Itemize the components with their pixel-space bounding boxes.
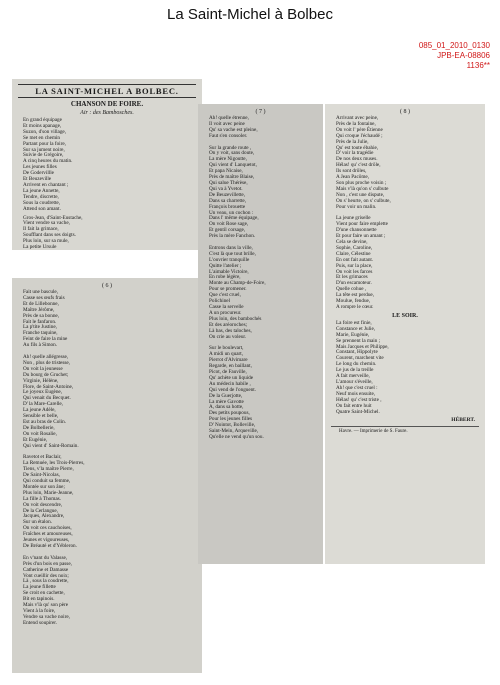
catalog-ref-line: 085_01_2010_0130 (418, 41, 490, 50)
catalog-reference (419, 41, 490, 71)
catalog-ref-line: JPB-EA-08806 (437, 51, 490, 60)
page-number: ( 6 ) (102, 283, 112, 289)
catalog-ref-line: 1136** (466, 61, 490, 70)
page-title: La Saint-Michel à Bolbec (167, 6, 333, 23)
verse-block: Fait une bascule, Casse ses œufs frais Et de Lillebonne, Maître Jérôme, Près de sa bonne, Fait le fanfaron. La p'tite Justine, Franche taquine, Feint de faire la mine Au fils à Simon. Ah! quelle allégresse, Non , plus de tristesse, On voit la jeunesse Du bourg de Gruchet; Virginie, Hélène, Flore, de Saint-Antoine, Le joyeux Eugène, Qui venait du Becquet. D' la Mare-Carelle, La jeune Adèle, Sensible et belle, Est au bras de Colin. De Bolbellerie, On voit Rosalie, Et Eugénie, Qui vient d' Saint-Romain. Ravetot et Baclair, La Remuée, les Trois-Pierres, Tiens, v'la maître Pierre, De Saint-Nicolas, Qui conduit sa femme, Montée sur son âne; Plus loin, Marie-Jeanne, La fille à Thomas. On voit descendre, De la Cerlangue, Jacques, Alexandre, Sur un étalon. On voit ces cauchoises, Fraîches et amoureuses, Jeunes et vigoureuses, De Bréauté et d'Yébleron. En v'nant du Valasse, Près d'un bois en passe, Catherine et Damasse Vont cueillir des noix; Là , sous la coudrette, La jeune fillette Se croit en cachette, Bit en tapinois. Mais v'là qu' son père Vient à la foire, Vendre sa vache noire, Entend soupirer. (23, 289, 85, 626)
song-sheet-page-5 (12, 79, 202, 250)
air-indication: Air : des Bambosches. (80, 110, 134, 116)
verse-block: La foire est finie, Constance et Julie, Marie, Eugénie, Se prennent la main ; Mais Jacques et Philippe, Constant, Hippolyte Courent, marchent vite Le long du chemin. Le jus de la treille A fait merveille, L'amour s'éveille, Ah! que c'est cruel : Neuf mois ensuite, Hélas! qu' c'est triste , On fait entre huit Quatre Saint-Michel. (336, 319, 389, 415)
verse-block: Arrivant avec peine, Près de la fontaine, On voit l' père Étienne Qui croque l'échaudé ; Près de la Julie, Qu' est toute ébahie, D' voir la tragédie De nos deux muses. Hélas! qu' c'est drôle, Ils sont drôles, A Jean Pacôme, Son plus proche voisin ; Mais v'là qu'on s' culbute Non , c'est une dispute, On s' heurte, on s' culbute, Pour voir un malin. La jeune griselle Vient pour faire emplette D'une chansonnette Et pour faire un amant ; Cela se devine, Sophie, Caroline, Claire, Célestine En ont fait autant. Puis, sur la place, On voit les farces Et les grimaces D'un escamoteur. Quelle cohue , La tête est perdue, Moulue, fendue, A rompre le cœur. (336, 115, 391, 310)
verse-block: Ah! quelle étrenne, Il voit avec peine Qu' sa vache est pleine, Faut s'en consoler. Sur la grande route , On y voit, sans doute, La mère Nigoutte, Qui vient d' Lanquetot, Et papa Nicaise, Près de maître Blaise, Qui salue Thérèse, Qui va à Yvetot. De Beuzevillette, Dans sa charrette, François brouette Un veau, un cochon : Dans l' même équipage, On voit Rose sage, Et gentil corsage, Près la mère Fanchon. Entrons dans la ville, C'est là que tout brille, L'ouvrier tranquille Quitte l'atelier ; L'aimable Victoire, En robe légère, Monte au Champ-de-Foire, Pour se promener. Que c'est cruel, Polichinel Casse la servelle A un procureur. Plus loin, des bambochés Et des aréoroches; Là bas, des taloches, On crie au voleur. Sur le boulevart, A midi un quart, Pierrot d'Alvimare Regarde, en baillant, Picot, de Fauville, Qu' achète un liquide Au médecin habile , Qui vend de l'onguent. De la Guerjotte, La mère Gavotte A, dans sa hotte, Des petits poupous, Pour les jeunes filles D' Nointot, Bolleville, Saint-Mein, Arqueville, Qu'elle ne vend qu'un sou. (209, 115, 266, 440)
printer-imprint: Havre. — Imprimerie de S. Faure. (331, 426, 479, 434)
page-number: ( 7 ) (255, 109, 266, 115)
author-signature: HÉBERT. (451, 417, 475, 424)
song-sheet-page-7 (198, 104, 323, 564)
song-sheet-page-6 (12, 278, 202, 673)
verse-block: En grand équipage Et moins apanage, Suzon, d'son village, Se met en chemin Partant pour la foire, Sur sa jument noire, Suivie de Grégoire, A cinq heures du matin. Les jeunes filles De Godervillle Et Beuzeville Arrivent en chantant ; La jeune Annette, Tendre, discrette, Sous la coudrette, Attend son amant. (23, 117, 73, 212)
section-title-le-soir: LE SOIR. (392, 312, 418, 319)
song-header-block (12, 79, 202, 116)
song-sheet-page-8 (325, 104, 485, 564)
page-number: ( 8 ) (400, 109, 410, 115)
song-title: LA SAINT-MICHEL A BOLBEC. (18, 84, 196, 98)
verse-block: Gros-Jean, d'Saint-Eustache, Vient vendre sa vache, Il fait la grimace, Soufflant dans ses doigts. Plus loin, sur sa mule, La petite Ursule (23, 214, 83, 250)
song-subtitle: CHANSON DE FOIRE. (70, 100, 144, 108)
